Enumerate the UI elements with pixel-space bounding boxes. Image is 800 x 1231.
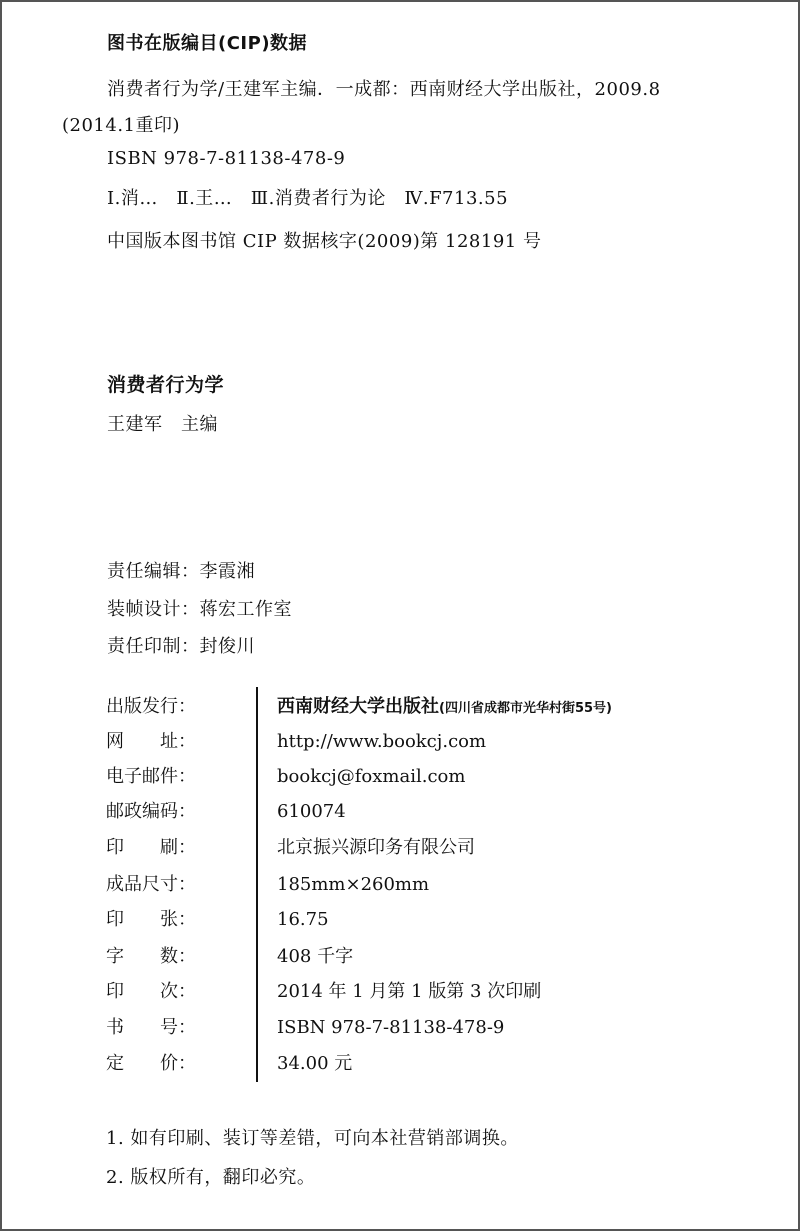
row-value: 408 千字 — [277, 946, 354, 967]
staff-print-supervisor: 责任印制：封俊川 — [107, 636, 255, 657]
table-divider — [256, 687, 258, 1082]
row-label: 印 刷： — [106, 837, 196, 858]
row-label: 网 址： — [106, 731, 196, 752]
email-link[interactable]: bookcj@foxmail.com — [277, 766, 466, 787]
row-label: 定 价： — [106, 1053, 196, 1074]
staff-cover-design: 装帧设计：蒋宏工作室 — [107, 599, 292, 620]
note-copyright: 2. 版权所有，翻印必究。 — [106, 1167, 316, 1188]
cip-heading: 图书在版编目(CIP)数据 — [107, 33, 308, 54]
cip-number: 中国版本图书馆 CIP 数据核字(2009)第 128191 号 — [107, 231, 542, 252]
publisher-name: 西南财经大学出版社 — [277, 696, 439, 717]
row-label: 电子邮件： — [106, 766, 196, 787]
row-value: 34.00 元 — [277, 1053, 353, 1074]
row-value: 2014 年 1 月第 1 版第 3 次印刷 — [277, 981, 542, 1002]
staff-responsible-editor: 责任编辑：李霞湘 — [107, 561, 255, 582]
book-title: 消费者行为学 — [107, 374, 225, 396]
cip-classification: Ⅰ.消… Ⅱ.王… Ⅲ.消费者行为论 Ⅳ.F713.55 — [107, 188, 509, 209]
row-value — [277, 694, 612, 722]
row-value: 16.75 — [277, 909, 329, 930]
book-editor: 王建军 主编 — [107, 414, 218, 435]
cip-isbn: ISBN 978-7-81138-478-9 — [107, 148, 346, 169]
row-label: 印 次： — [106, 981, 196, 1002]
row-value: ISBN 978-7-81138-478-9 — [277, 1017, 505, 1038]
row-label: 出版发行： — [106, 696, 196, 717]
note-misprint-exchange: 1. 如有印刷、装订等差错，可向本社营销部调换。 — [106, 1128, 519, 1149]
row-label: 字 数： — [106, 946, 196, 967]
row-label: 印 张： — [106, 909, 196, 930]
row-label: 成品尺寸： — [106, 874, 196, 895]
publisher-address: (四川省成都市光华村街55号) — [439, 701, 612, 716]
row-label: 书 号： — [106, 1017, 196, 1038]
row-value: 610074 — [277, 801, 346, 822]
row-value: 北京振兴源印务有限公司 — [277, 837, 475, 858]
row-label: 邮政编码： — [106, 801, 196, 822]
cip-reprint-line: (2014.1重印) — [62, 115, 181, 136]
row-value: 185mm×260mm — [277, 874, 430, 895]
cip-record-line: 消费者行为学/王建军主编．一成都：西南财经大学出版社，2009.8 — [107, 79, 661, 100]
website-link[interactable]: http://www.bookcj.com — [277, 731, 487, 752]
